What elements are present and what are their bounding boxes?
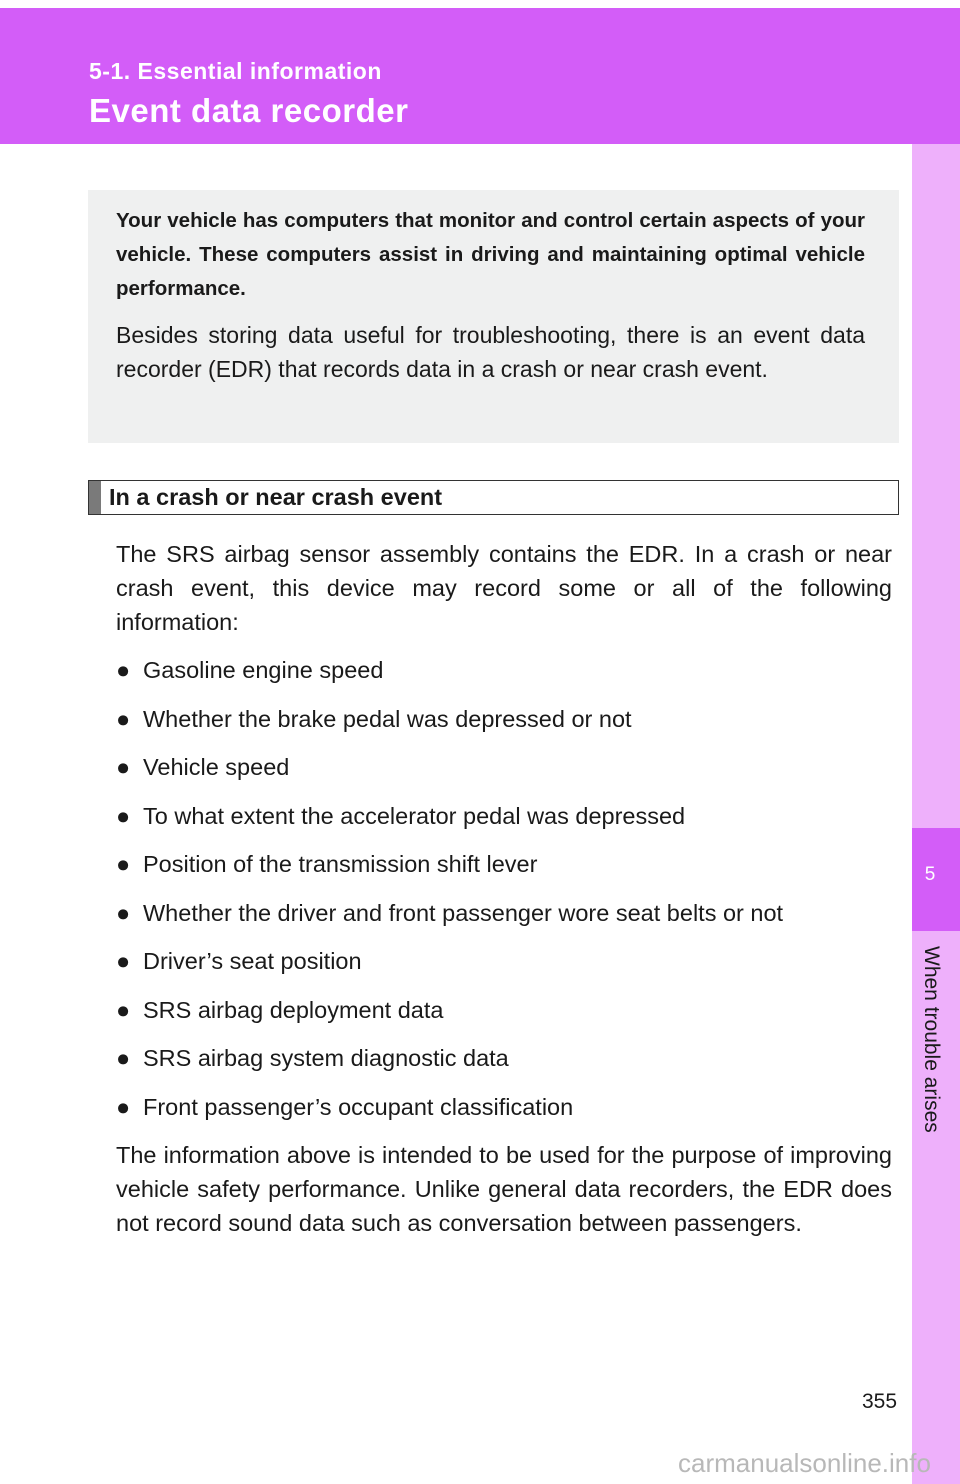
list-item: [116, 944, 892, 978]
section-heading: [88, 480, 899, 515]
list-item-text: Front passenger’s occupant classification: [143, 1093, 574, 1120]
list-item: [116, 702, 892, 736]
list-item-text: Whether the brake pedal was depressed or not: [143, 705, 632, 732]
list-item-text: Driver’s seat position: [143, 948, 362, 974]
bullet-dot-icon: ●: [116, 1045, 131, 1071]
list-item: [116, 1041, 892, 1075]
bullet-dot-icon: ●: [116, 996, 131, 1023]
list-item-text: To what extent the accelerator pedal was depressed: [143, 802, 686, 829]
list-item: [116, 847, 892, 881]
bullet-dot-icon: ●: [116, 1093, 131, 1120]
list-item: [116, 750, 892, 784]
bullet-dot-icon: ●: [116, 754, 131, 780]
bullet-dot-icon: ●: [116, 899, 131, 926]
intro-text: Besides storing data useful for troubleshooting, there is an event data recorder (EDR) that records data in a crash or near crash event.: [116, 322, 865, 382]
paragraph-intro: The SRS airbag sensor assembly contains the EDR. In a crash or near crash event, this device may record some or all of the following information:: [116, 541, 892, 635]
list-item-text: Vehicle speed: [143, 754, 290, 780]
list-item: [116, 1090, 892, 1124]
heading-accent-bar: [89, 481, 101, 514]
list-item: [116, 799, 892, 833]
bullet-dot-icon: ●: [116, 851, 131, 877]
chapter-number: 5: [924, 864, 936, 885]
page-number: 355: [862, 1390, 898, 1413]
list-item: [116, 896, 892, 930]
list-item-text: Whether the driver and front passenger wore seat belts or not: [143, 899, 784, 926]
list-item: [116, 653, 892, 687]
bullet-dot-icon: ●: [116, 657, 131, 683]
bullet-list: [116, 653, 892, 1124]
side-strip: [912, 144, 960, 1484]
list-item-text: Position of the transmission shift lever: [143, 851, 538, 877]
list-item-text: SRS airbag system diagnostic data: [143, 1045, 509, 1071]
section-label: 5-1. Essential information: [89, 58, 382, 84]
bullet-dot-icon: ●: [116, 802, 131, 829]
list-item-text: SRS airbag deployment data: [143, 996, 444, 1023]
list-item-text: Gasoline engine speed: [143, 657, 384, 683]
intro-box: [88, 190, 899, 443]
paragraph-conclusion: The information above is intended to be used for the purpose of improving vehicle safety performance. Unlike general data recorders, the EDR does not record sound data such as conversation between passengers.: [116, 1142, 892, 1236]
bullet-dot-icon: ●: [116, 948, 131, 974]
chapter-name: When trouble arises: [920, 946, 943, 1133]
bullet-dot-icon: ●: [116, 705, 131, 732]
page-title: Event data recorder: [89, 92, 409, 129]
section-heading-text: In a crash or near crash event: [109, 484, 443, 510]
list-item: [116, 993, 892, 1027]
main-content: [116, 537, 892, 1240]
watermark: carmanualsonline.info: [678, 1448, 931, 1478]
intro-bold-text: Your vehicle has computers that monitor and control certain aspects of your vehicle. These computers assist in driving and maintaining optimal vehicle performance.: [116, 209, 865, 300]
